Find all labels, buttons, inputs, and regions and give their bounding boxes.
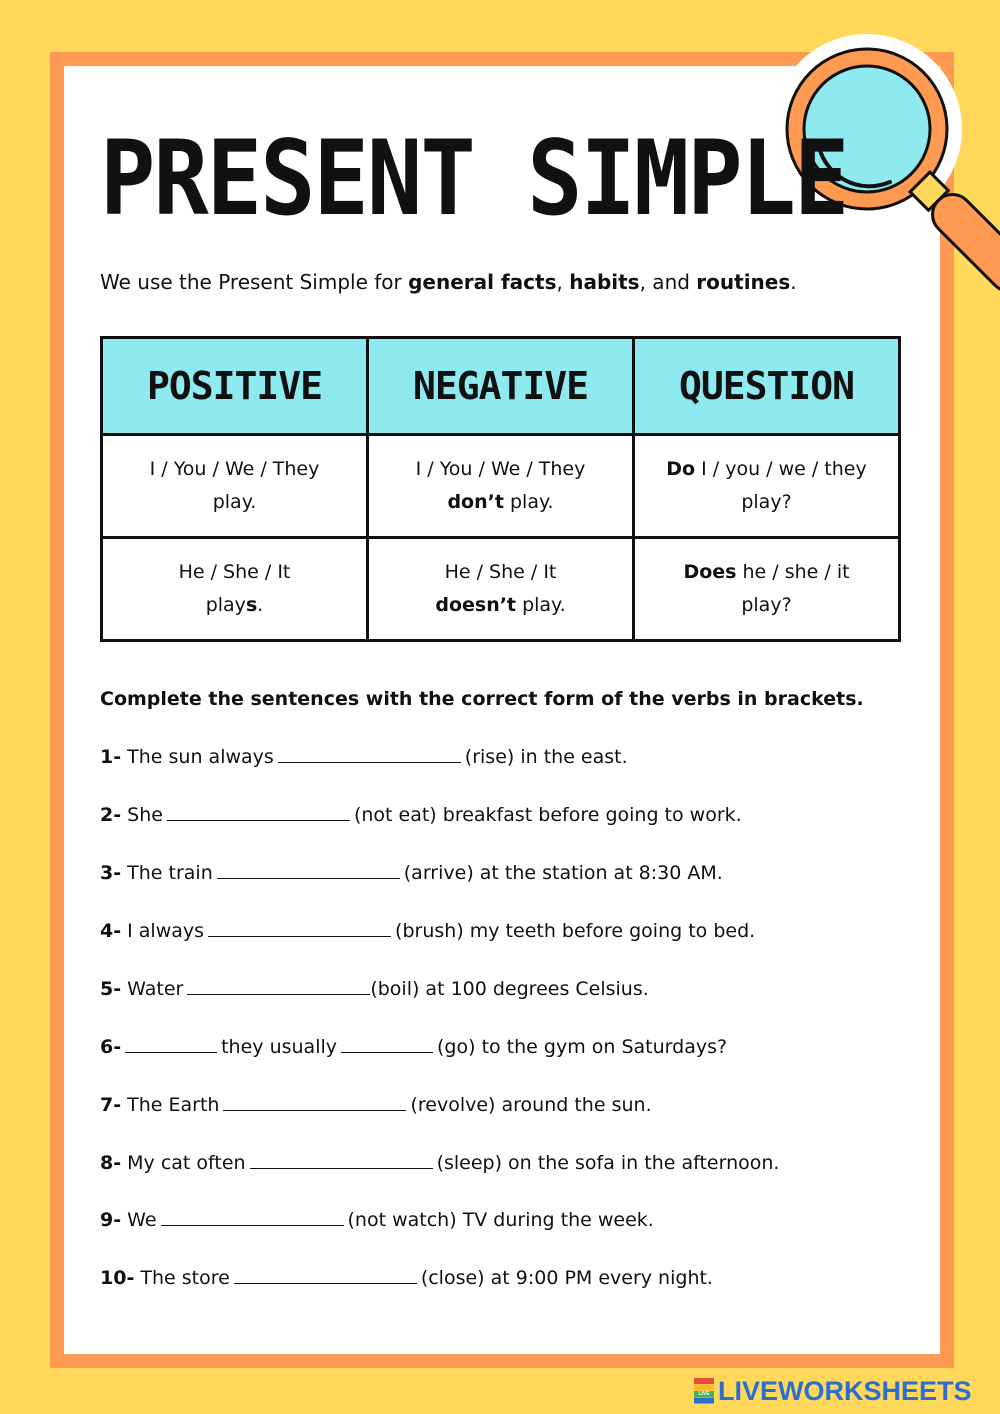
- exercise-item: [100, 746, 628, 768]
- answer-blank[interactable]: [223, 1094, 406, 1111]
- exercise-text: We: [121, 1209, 157, 1231]
- cell-bold-text: don’t: [447, 491, 504, 513]
- exercise-text: they usually: [221, 1036, 338, 1058]
- cell-text: play?: [741, 491, 792, 513]
- page-title: PRESENT SIMPLE: [100, 119, 848, 239]
- header-negative: NEGATIVE: [368, 338, 634, 435]
- exercise-text: The sun always: [121, 746, 274, 768]
- exercise-text: The store: [134, 1267, 230, 1289]
- exercise-number: 9-: [100, 1209, 122, 1231]
- exercise-text: (revolve) around the sun.: [410, 1094, 652, 1116]
- answer-blank[interactable]: [217, 862, 400, 879]
- cell-text: .: [257, 594, 264, 616]
- exercise-text: (sleep) on the sofa in the afternoon.: [436, 1152, 780, 1174]
- cell-bold-text: Does: [683, 561, 737, 583]
- cell-text: he / she / it: [736, 561, 850, 583]
- exercise-item: [100, 1267, 713, 1289]
- exercise-item: [100, 978, 649, 1000]
- answer-blank[interactable]: [161, 1209, 344, 1226]
- exercise-text: (not watch) TV during the week.: [347, 1209, 654, 1231]
- cell-question-singular: [634, 538, 900, 641]
- intro-term-habits: habits: [569, 270, 640, 294]
- cell-text: He / She / It: [444, 561, 557, 583]
- exercise-item: [100, 920, 755, 942]
- exercise-number: 5-: [100, 978, 122, 1000]
- exercise-item: [100, 804, 742, 826]
- exercise-item: [100, 1036, 727, 1058]
- exercise-item: [100, 1094, 652, 1116]
- exercise-text: (not eat) breakfast before going to work.: [353, 804, 742, 826]
- cell-text: play.: [516, 594, 566, 616]
- cell-text: play.: [503, 491, 554, 513]
- watermark-text: LIVEWORKSHEETS: [718, 1375, 972, 1406]
- grammar-table: [100, 336, 901, 642]
- cell-positive-singular: [102, 538, 368, 641]
- answer-blank[interactable]: [250, 1152, 433, 1169]
- cell-bold-text: doesn’t: [435, 594, 517, 616]
- logo-badge-text: LIVE: [698, 1391, 710, 1397]
- table-header-row: [102, 338, 900, 435]
- exercise-number: 10-: [100, 1267, 135, 1289]
- liveworksheets-logo-icon: [694, 1378, 714, 1404]
- exercise-text: My cat often: [121, 1152, 246, 1174]
- intro-sep: , and: [639, 270, 697, 294]
- intro-term-routines: routines: [696, 270, 791, 294]
- exercise-number: 2-: [100, 804, 122, 826]
- cell-positive-plural: [102, 435, 368, 538]
- intro-sep: ,: [556, 270, 570, 294]
- cell-text: play: [205, 594, 246, 616]
- cell-text: play.: [212, 491, 257, 513]
- exercise-text: (brush) my teeth before going to bed.: [395, 920, 756, 942]
- intro-text: [100, 270, 797, 294]
- exercise-text: (close) at 9:00 PM every night.: [420, 1267, 713, 1289]
- exercise-number: 1-: [100, 746, 122, 768]
- answer-blank[interactable]: [125, 1036, 217, 1053]
- header-positive: POSITIVE: [102, 338, 368, 435]
- exercise-number: 4-: [100, 920, 122, 942]
- exercise-text: I always: [121, 920, 205, 942]
- intro-prefix: We use the Present Simple for: [100, 270, 409, 294]
- intro-term-facts: general facts: [408, 270, 557, 294]
- exercise-number: 8-: [100, 1152, 122, 1174]
- table-row: [102, 435, 900, 538]
- exercise-number: 6-: [100, 1036, 122, 1058]
- exercise-item: [100, 1209, 654, 1231]
- intro-suffix: .: [790, 270, 797, 294]
- answer-blank[interactable]: [208, 920, 391, 937]
- answer-blank[interactable]: [167, 804, 350, 821]
- exercise-instruction: Complete the sentences with the correct form of the verbs in brackets.: [100, 688, 864, 710]
- exercise-item: [100, 1152, 779, 1174]
- exercise-text: (boil) at 100 degrees Celsius.: [370, 978, 649, 1000]
- cell-bold-text: s: [245, 594, 258, 616]
- exercise-text: The train: [121, 862, 213, 884]
- cell-negative-plural: [368, 435, 634, 538]
- cell-text: I / you / we / they: [695, 458, 867, 480]
- exercise-number: 3-: [100, 862, 122, 884]
- answer-blank[interactable]: [278, 746, 461, 763]
- exercise-text: Water: [121, 978, 184, 1000]
- cell-question-plural: [634, 435, 900, 538]
- header-question: QUESTION: [634, 338, 900, 435]
- answer-blank[interactable]: [187, 978, 370, 995]
- table-row: [102, 538, 900, 641]
- exercise-text: (go) to the gym on Saturdays?: [437, 1036, 728, 1058]
- answer-blank[interactable]: [341, 1036, 433, 1053]
- exercise-text: (arrive) at the station at 8:30 AM.: [403, 862, 723, 884]
- exercise-text: She: [121, 804, 163, 826]
- cell-bold-text: Do: [666, 458, 696, 480]
- exercise-text: The Earth: [121, 1094, 220, 1116]
- liveworksheets-watermark: [694, 1376, 972, 1406]
- exercise-item: [100, 862, 723, 884]
- cell-text: play?: [741, 594, 792, 616]
- cell-text: I / You / We / They: [415, 458, 586, 480]
- exercise-text: (rise) in the east.: [464, 746, 628, 768]
- exercise-number: 7-: [100, 1094, 122, 1116]
- cell-negative-singular: [368, 538, 634, 641]
- cell-text: He / She / It: [178, 561, 291, 583]
- answer-blank[interactable]: [234, 1267, 417, 1284]
- cell-text: I / You / We / They: [149, 458, 320, 480]
